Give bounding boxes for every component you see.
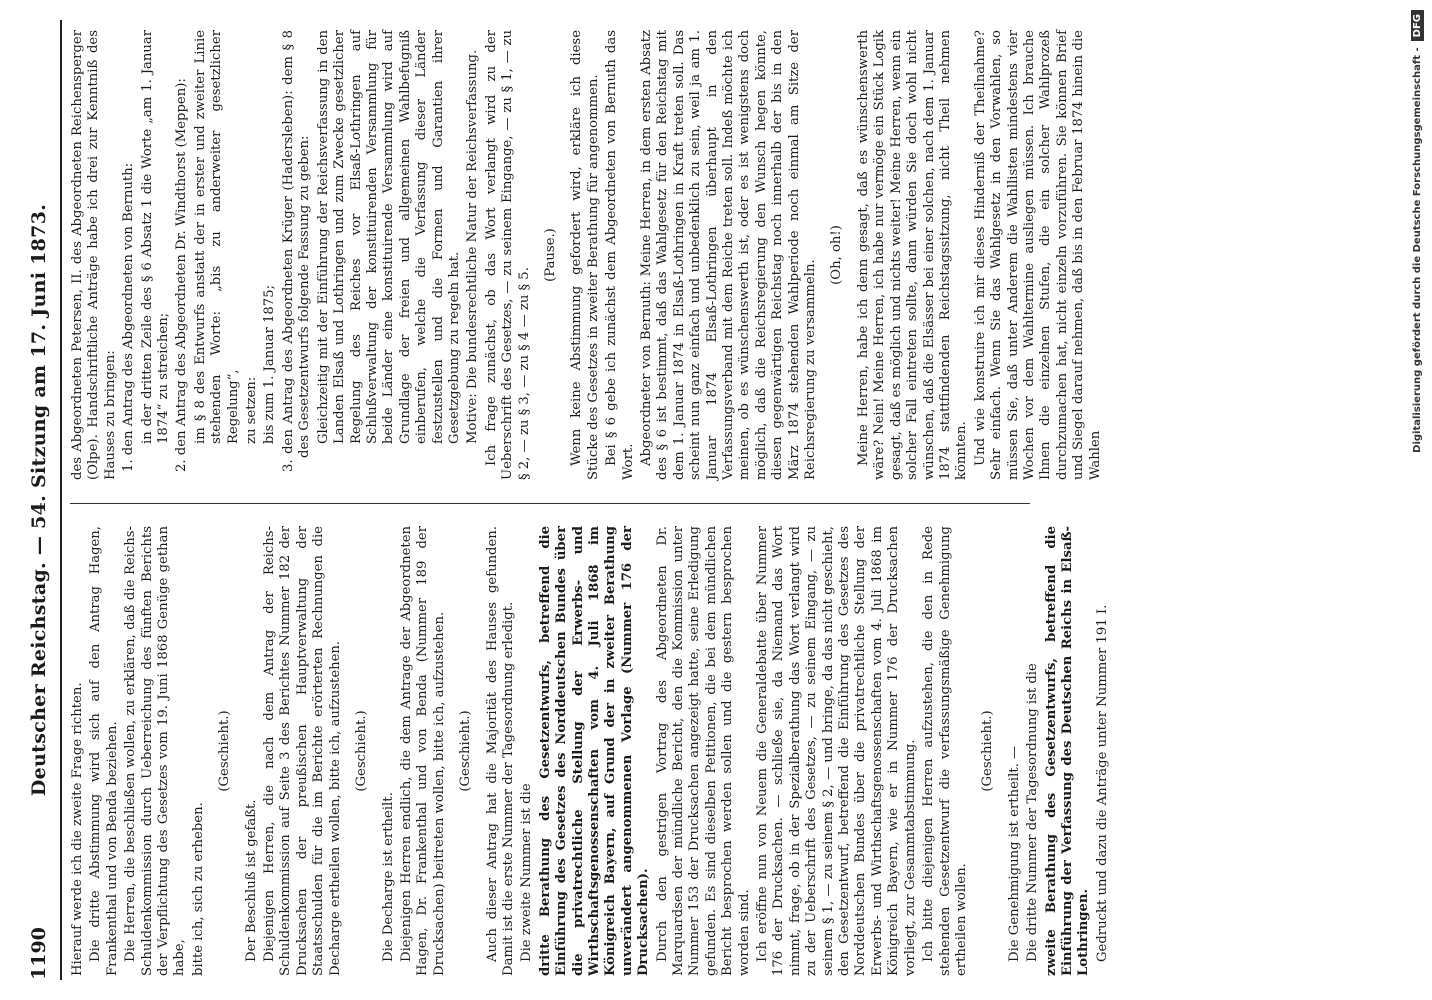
page-title: Deutscher Reichstag. — 54. Sitzung am 17. Juni 1873. [28, 203, 50, 797]
agenda-heading: dritte Berathung des Gesetzentwurfs, betreffend die Einführung des Gesetzes des Norddeutschen Bundes über die privatrechtliche Stellung der Erwerbs- und Wirthschaftsgenossenschaften vom 4. Juli 1868 im Königreich Bayern, auf Grund der in zweiter Berathung unverändert angenommenen Vorlage (Nummer 176 der Drucksachen). [537, 526, 652, 976]
stage-direction: (Pause.) [542, 228, 558, 282]
stage-direction: (Geschieht.) [217, 710, 233, 792]
digitization-credit [1410, 10, 1426, 940]
paragraph: des Abgeordneten Petersen, II. des Abgeordneten Reichensperger (Olpe). Handschriftliche Anträge habe ich drei zur Kenntniß des Hauses zu bringen: [70, 30, 118, 480]
header-rule [60, 20, 62, 980]
paragraph: Die zweite Nummer ist die [519, 783, 535, 962]
quote: zu setzen: [244, 376, 260, 444]
paragraph: Durch den gestrigen Vortrag des Abgeordneten Dr. Marquardsen der mündliche Bericht, den die Kommission unter Nummer 153 der Drucksachen angezeigt hatte, seine Erledigung gefunden. Es sind dieselben Petitionen, die bei dem mündlichen Bericht besprochen werden sollen und die gestern besprochen worden sind. [654, 526, 752, 976]
paragraph: Ich frage zunächst, ob das Wort verlangt wird zu der Ueberschrift des Gesetzes, — zu seinem Eingange, — zu § 1, — zu § 2, — zu § 3, — zu § 4 — zu § 5. [483, 30, 532, 480]
dfg-logo: DFG [1411, 10, 1424, 41]
stage-direction: (Geschieht.) [458, 710, 474, 792]
stage-direction: (Geschieht.) [354, 710, 370, 792]
stage-direction: (Oh, oh!) [829, 225, 845, 285]
agenda-heading: zweite Berathung des Gesetzentwurfs, betreffend die Einführung der Verfassung des Deutschen Reichs in Elsaß-Lothringen. [1043, 526, 1092, 976]
paragraph: Diejenigen Herren, die nach dem Antrag der Reichs-Schuldenkommission auf Seite 3 des Berichtes Nummer 182 der Drucksachen der preußischen Hauptverwaltung der Staatsschulden für die im Berichte erörterten Rechnungen die Decharge ertheilen wollen, bitte ich, aufzustehen. [262, 526, 343, 976]
quote: bis zum 1. Januar 1875; [262, 284, 278, 444]
paragraph: Der Beschluß ist gefaßt. [243, 799, 259, 962]
quote: Gleichzeitig mit der Einführung der Reichsverfassung in den Landen Elsaß und Lothringen und zum Zwecke gesetzlicher Regelung des Reiches vor Elsaß-Lothringen auf Schlußverwaltung der konstituirenden Versammlung für beide Länder eine konstituirende Versammlung wird auf Grundlage der freien und allgemeinen Wahlbefugniß einberufen, welche die Verfassung dieser Länder festzustellen und die Formen und Garantien ihrer Gesetzgebung zu regeln hat. [315, 30, 462, 444]
credit-text: Digitalisierung gefördert durch die Deutsche Forschungsgemeinschaft - [1412, 47, 1423, 453]
paragraph: Die Herren, die beschließen wollen, zu erklären, daß die Reichs-Schuldenkommission durch Ueberreichung des fünften Berichts der Verpflichtung des Gesetzes vom 19. Juni 1868 Genüge gethan habe, [123, 526, 188, 976]
list-item: 3. den Antrag des Abgeordneten Krüger (Hadersleben): dem § 8 des Gesetzentwurfs folgende Fassung zu geben: [280, 30, 313, 472]
paragraph: Auch dieser Antrag hat die Majorität des Hauses gefunden. Damit ist die erste Nummer der Tagesordnung erledigt. [484, 526, 516, 976]
speech: Und wie konstruire ich mir dieses Hinderniß der Theilnahme? Sehr einfach. Wenn Sie das Wahlgesetz in den Vorwahlen, so müssen Sie, daß unter Anderem die Wahllisten mindestens vier Wochen vor dem Wahltermine ausliegen müssen. Ich brauche Ihnen die einzelnen Stufen, die ein solcher Wahlprozeß durchzumachen hat, nicht einzeln vorzuführen. Sie können Brief und Siegel darauf nehmen, daß bis in den Februar 1874 hinein die Wahlen [972, 30, 1103, 480]
paragraph: Hierauf werde ich die zweite Frage richten. [70, 682, 85, 976]
paragraph: Ich bitte diejenigen Herren aufzustehen, die den in Rede stehenden Gesetzentwurf die verfassungsmäßige Genehmigung ertheilen wollen. [921, 526, 969, 976]
paragraph: Die Genehmigung ist ertheilt. — [1006, 745, 1022, 962]
paragraph: Die dritte Abstimmung wird sich auf den Antrag Hagen, Frankenthal und von Benda beziehen. [88, 526, 120, 976]
paragraph: Bei § 6 gebe ich zunächst dem Abgeordneten von Bernuth das Wort. [604, 30, 636, 480]
speech: Meine Herren, habe ich denn gesagt, daß es wünschenswerth wäre? Nein! Meine Herren, ich habe nur vermöge ein Stück Logik gesagt, daß es möglich und nichts weiter! Meine Herren, wenn ein solcher Fall eintreten sollte, dann würden Sie doch wohl nicht wünschen, daß die Elsässer bei einer solchen, nach dem 1. Januar 1874 stattfindenden Reichstagssitzung, nicht Theil nehmen könnten. [855, 30, 970, 480]
speech: Abgeordneter von Bernuth: Meine Herren, in dem ersten Absatz des § 6 ist bestimmt, daß das Wahlgesetz für den Reichstag mit dem 1. Januar 1874 in Elsaß-Lothringen in Kraft treten soll. Das scheint nun ganz einfach und unbedenklich zu sein, weil ja am 1. Januar 1874 Elsaß-Lothringen überhaupt in den Verfassungsverband mit dem Reiche treten soll. Indeß möchte ich meinen, ob es wünschenswerth ist, oder es ist wenigstens doch möglich, daß die Reichsregierung den Wunsch hegen könnte, diesen gegenwärtigen Reichstag noch innerhalb der bis in den März 1874 stehenden Wahlperiode noch einmal am Sitze der Reichsregierung zu versammeln. [639, 30, 819, 480]
column-divider [70, 503, 1030, 504]
quote: Motive: Die bundesrechtliche Natur der Reichsverfassung. [465, 49, 481, 444]
list-item: 2. den Antrag des Abgeordneten Dr. Windthorst (Meppen): [174, 78, 190, 472]
list-item: 1. den Antrag des Abgeordneten von Bernuth: [121, 162, 137, 472]
quote: im § 8 des Entwurfs anstatt der in erster und zweiter Linie stehenden Worte: „bis zu anderweiter gesetzlicher Regelung“, [192, 30, 241, 444]
right-column [70, 30, 1106, 480]
stage-direction: (Geschieht.) [980, 710, 996, 792]
paragraph: Wenn keine Abstimmung gefordert wird, erkläre ich diese Stücke des Gesetzes in zweiter Berathung für angenommen. [569, 30, 601, 480]
paragraph: Die dritte Nummer der Tagesordnung ist die [1025, 663, 1041, 962]
page-header [26, 20, 60, 980]
page-number: 1190 [28, 927, 50, 980]
paragraph: Ich eröffne nun von Neuem die Generaldebatte über Nummer 176 der Drucksachen. — schließe sie, da Niemand das Wort nimmt, frage, ob in der Spezialberathung das Wort verlangt wird zu der Ueberschrift des Gesetzes, — zu seinem Eingang, — zu seinem § 1, — zu seinem § 2, — und bringe, da das nicht geschieht, den Gesetzentwurf, betreffend die Einführung des Gesetzes des Norddeutschen Bundes über die privatrechtliche Stellung der Erwerbs- und Wirthschaftsgenossenschaften vom 4. Juli 1868 im Königreich Bayern, wie er in Nummer 176 der Drucksachen vorliegt, zur Gesammtabstimmung. [755, 526, 918, 976]
left-column [70, 526, 1113, 976]
quote: in der dritten Zeile des § 6 Absatz 1 die Worte „am 1. Januar 1874“ zu streichen; [139, 30, 172, 444]
paragraph: Die Decharge ist ertheilt. [380, 792, 396, 962]
paragraph: Gedruckt und dazu die Anträge unter Nummer 191 I. [1094, 604, 1110, 962]
paragraph: Diejenigen Herren endlich, die dem Antrage der Abgeordneten Hagen, Dr. Frankenthal und von Benda (Nummer 189 der Drucksachen) beitreten wollen, bitte ich, aufzustehen. [398, 526, 447, 976]
paragraph: bitte ich, sich zu erheben. [190, 802, 206, 976]
